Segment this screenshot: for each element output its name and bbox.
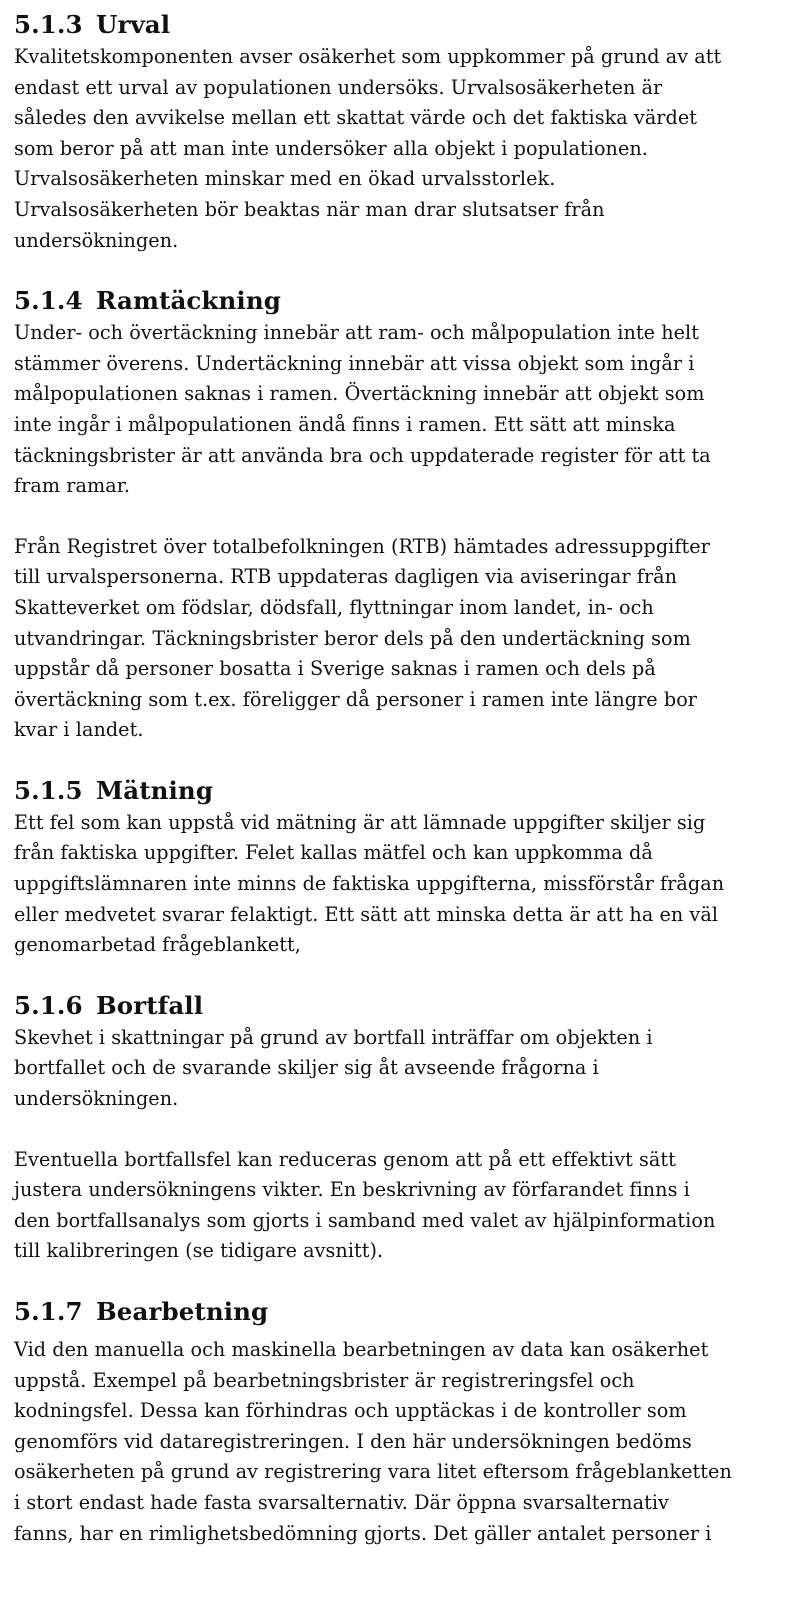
text-line: den bortfallsanalys som gjorts i samband med valet av hjälpinformation [14,1208,716,1232]
text-line: kvar i landet. [14,718,144,742]
paragraph [14,808,784,961]
text-line: Under- och övertäckning innebär att ram- och målpopulation inte helt [14,321,699,345]
section-bearbetning [14,1295,784,1549]
section-number: 5.1.5 [14,775,83,805]
section-title: Mätning [96,775,214,805]
text-line: uppstå. Exempel på bearbetningsbrister är registreringsfel och [14,1368,635,1392]
section-bortfall [14,989,784,1267]
paragraph [14,1335,784,1549]
section-title: Bortfall [96,990,204,1020]
text-line: bortfallet och de svarande skiljer sig åt avseende frågorna i [14,1056,599,1080]
text-line: genomarbetad frågeblankett, [14,933,301,957]
section-heading [14,1295,784,1329]
text-line: således den avvikelse mellan ett skattat värde och det faktiska värdet [14,106,698,130]
section-heading [14,8,784,42]
paragraph [14,318,784,502]
text-line: uppgiftslämnaren inte minns de faktiska uppgifterna, missförstår frågan [14,872,725,896]
text-line: undersökningen. [14,228,179,252]
text-line: Urvalsosäkerheten bör beaktas när man drar slutsatser från [14,197,605,221]
text-line: i stort endast hade fasta svarsalternativ. Där öppna svarsalternativ [14,1490,669,1514]
text-line: fanns, har en rimlighetsbedömning gjorts. Det gäller antalet personer i [14,1521,712,1545]
text-line: utvandringar. Täckningsbrister beror dels på den undertäckning som [14,626,691,650]
section-title: Ramtäckning [96,286,281,316]
section-title: Bearbetning [96,1297,269,1326]
paragraph [14,1145,784,1267]
text-line: Skevhet i skattningar på grund av bortfall inträffar om objekten i [14,1025,653,1049]
text-line: Vid den manuella och maskinella bearbetningen av data kan osäkerhet [14,1338,709,1361]
text-line: Ett fel som kan uppstå vid mätning är att lämnade uppgifter skiljer sig [14,810,706,834]
text-line: till urvalspersonerna. RTB uppdateras dagligen via aviseringar från [14,565,678,589]
text-line: Kvalitetskomponenten avser osäkerhet som uppkommer på grund av att [14,45,722,68]
section-number: 5.1.3 [14,10,83,39]
text-line: stämmer överens. Undertäckning innebär att vissa objekt som ingår i [14,351,695,375]
text-line: osäkerheten på grund av registrering vara litet eftersom frågeblanketten [14,1460,732,1484]
text-line: justera undersökningens vikter. En beskrivning av förfarandet finns i [14,1178,690,1202]
text-line: täckningsbrister är att använda bra och uppdaterade register för att ta [14,443,711,467]
text-line: undersökningen. [14,1087,179,1111]
text-line: övertäckning som t.ex. föreligger då personer i ramen inte längre bor [14,687,698,711]
section-urval [14,8,784,256]
text-line: inte ingår i målpopulationen ändå finns i ramen. Ett sätt att minska [14,412,676,436]
paragraph [14,532,784,746]
text-line: som beror på att man inte undersöker alla objekt i populationen. [14,136,648,160]
section-heading [14,284,784,318]
text-line: kodningsfel. Dessa kan förhindras och upptäckas i de kontroller som [14,1399,687,1423]
section-heading [14,989,784,1023]
section-matning [14,774,784,961]
text-line: endast ett urval av populationen undersöks. Urvalsosäkerheten är [14,75,663,99]
document-page [14,8,784,1549]
paragraph [14,1023,784,1115]
section-title: Urval [96,10,171,39]
text-line: Urvalsosäkerheten minskar med en ökad urvalsstorlek. [14,167,556,191]
paragraph [14,42,784,256]
text-line: genomförs vid dataregistreringen. I den här undersökningen bedöms [14,1429,692,1453]
section-heading [14,774,784,808]
text-line: Eventuella bortfallsfel kan reduceras genom att på ett effektivt sätt [14,1147,676,1171]
text-line: fram ramar. [14,474,130,498]
text-line: Från Registret över totalbefolkningen (RTB) hämtades adressuppgifter [14,534,710,558]
section-ramtackning [14,284,784,746]
text-line: från faktiska uppgifter. Felet kallas mätfel och kan uppkomma då [14,841,653,865]
text-line: Skatteverket om födslar, dödsfall, flyttningar inom landet, in- och [14,595,654,619]
text-line: till kalibreringen (se tidigare avsnitt). [14,1239,384,1263]
section-number: 5.1.7 [14,1297,83,1326]
text-line: eller medvetet svarar felaktigt. Ett sätt att minska detta är att ha en väl [14,902,718,926]
text-line: målpopulationen saknas i ramen. Övertäckning innebär att objekt som [14,382,705,406]
section-number: 5.1.6 [14,990,83,1020]
text-line: uppstår då personer bosatta i Sverige saknas i ramen och dels på [14,657,656,681]
section-number: 5.1.4 [14,286,83,316]
